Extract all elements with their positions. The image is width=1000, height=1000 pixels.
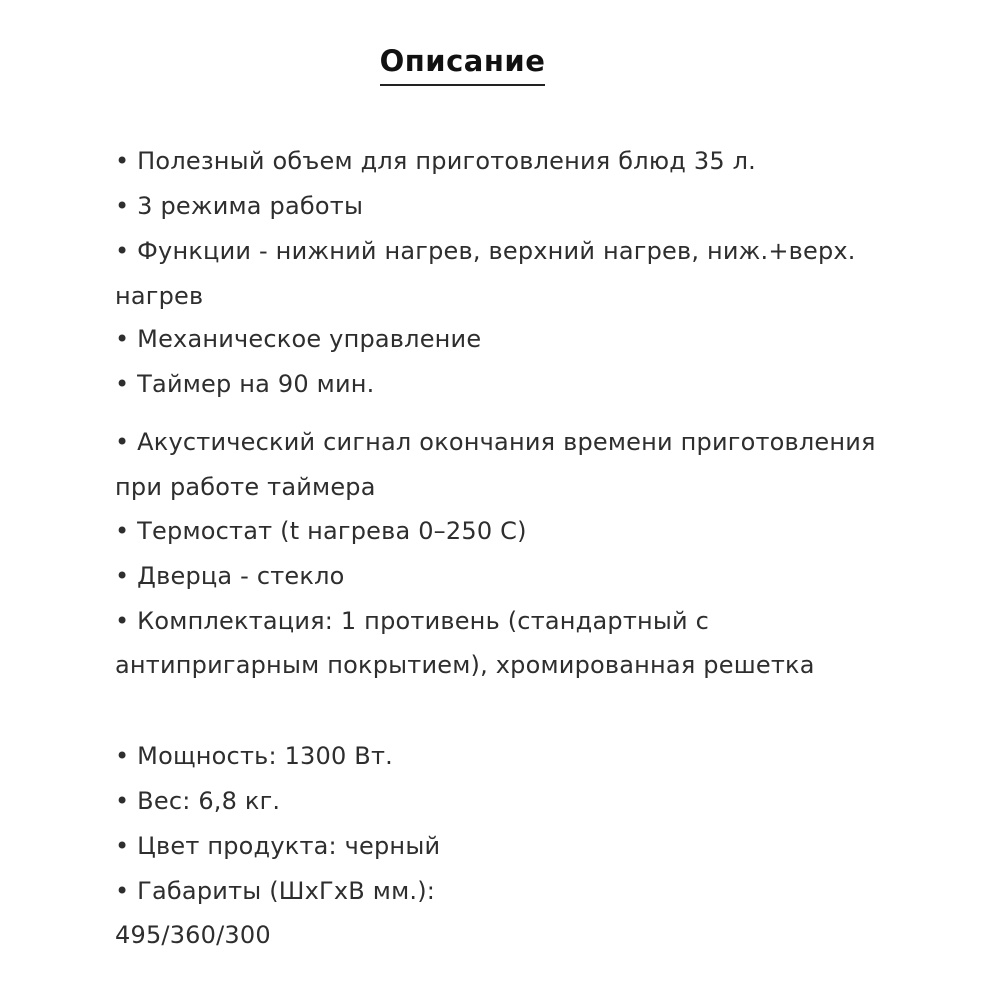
spec-line-functions-cont: нагрев (115, 282, 204, 310)
spec-line-dimensions-value: 495/360/300 (115, 921, 271, 949)
spec-line-timer: • Таймер на 90 мин. (115, 370, 375, 398)
spec-line-color: • Цвет продукта: черный (115, 832, 441, 860)
spec-line-power: • Мощность: 1300 Вт. (115, 742, 393, 770)
spec-line-modes: • 3 режима работы (115, 192, 364, 220)
spec-line-weight: • Вес: 6,8 кг. (115, 787, 281, 815)
spec-line-signal-cont: при работе таймера (115, 473, 376, 501)
spec-line-kit-cont: антипригарным покрытием), хромированная решетка (115, 651, 815, 679)
title-container (0, 44, 925, 86)
spec-line-kit: • Комплектация: 1 противень (стандартный с (115, 607, 710, 635)
page-title: Описание (380, 44, 546, 86)
spec-line-door: • Дверца - стекло (115, 562, 345, 590)
spec-line-thermostat: • Термостат (t нагрева 0–250 С) (115, 517, 527, 545)
spec-line-volume: • Полезный объем для приготовления блюд 35 л. (115, 147, 756, 175)
spec-line-dimensions: • Габариты (ШхГхВ мм.): (115, 877, 436, 905)
spec-line-functions: • Функции - нижний нагрев, верхний нагрев, ниж.+верх. (115, 237, 856, 265)
spec-line-signal: • Акустический сигнал окончания времени приготовления (115, 428, 876, 456)
spec-line-control: • Механическое управление (115, 325, 482, 353)
